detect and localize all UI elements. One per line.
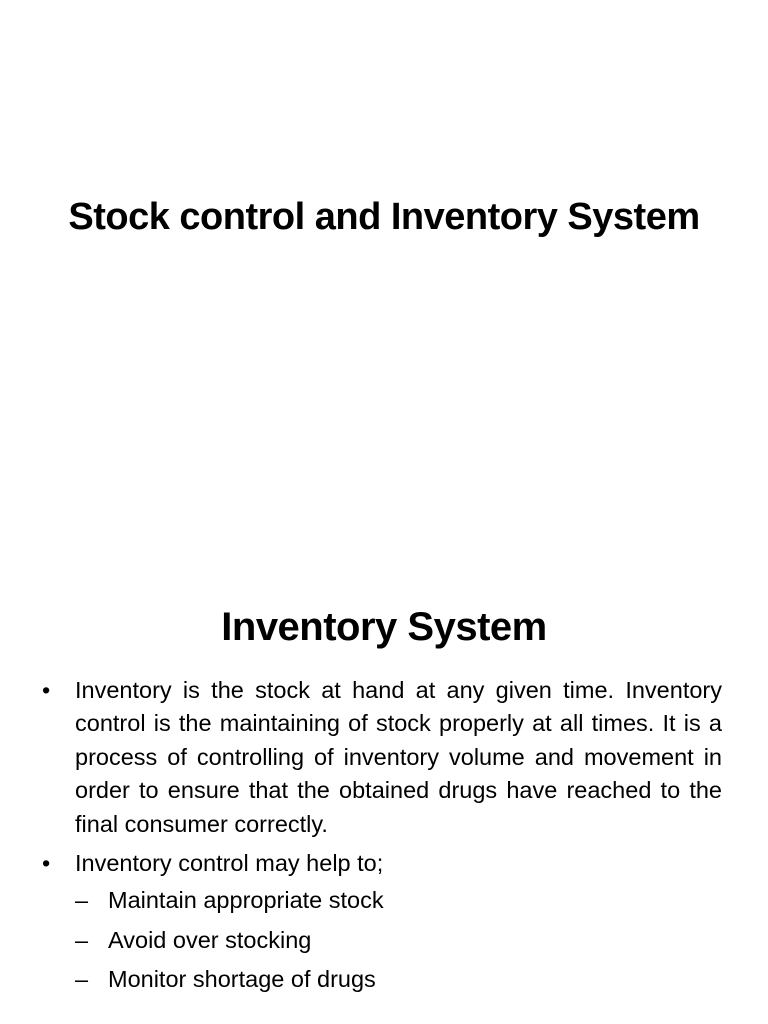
dash-icon: – [75, 966, 89, 993]
sub-bullet-text: Maintain appropriate stock [108, 887, 384, 914]
bullet-item [42, 847, 722, 997]
sub-bullet-text: Monitor shortage of drugs [108, 966, 376, 993]
bullet-text: Inventory control may help to; [75, 850, 384, 877]
sub-bullet-item [75, 924, 722, 957]
sub-bullet-item [75, 963, 722, 996]
dash-icon: – [75, 887, 89, 914]
bullet-icon: • [42, 850, 51, 877]
presentation-title: Stock control and Inventory System [68, 196, 700, 238]
sub-bullet-list [75, 884, 722, 996]
bullet-text: Inventory is the stock at hand at any given time. Inventory control is the maintaining of stock properly at all times. It is a process of controlling of inventory volume and movement in order to ensure that the obtained drugs have reached to the final consumer correctly. [75, 677, 722, 837]
bullet-item [42, 674, 722, 841]
dash-icon: – [75, 926, 89, 953]
sub-bullet-text: Avoid over stocking [108, 926, 312, 953]
sub-bullet-item [75, 884, 722, 917]
slide-inventory-system [0, 576, 768, 1024]
bullet-icon: • [42, 677, 51, 703]
bullet-list [42, 674, 722, 1003]
slide-heading: Inventory System [221, 605, 547, 649]
